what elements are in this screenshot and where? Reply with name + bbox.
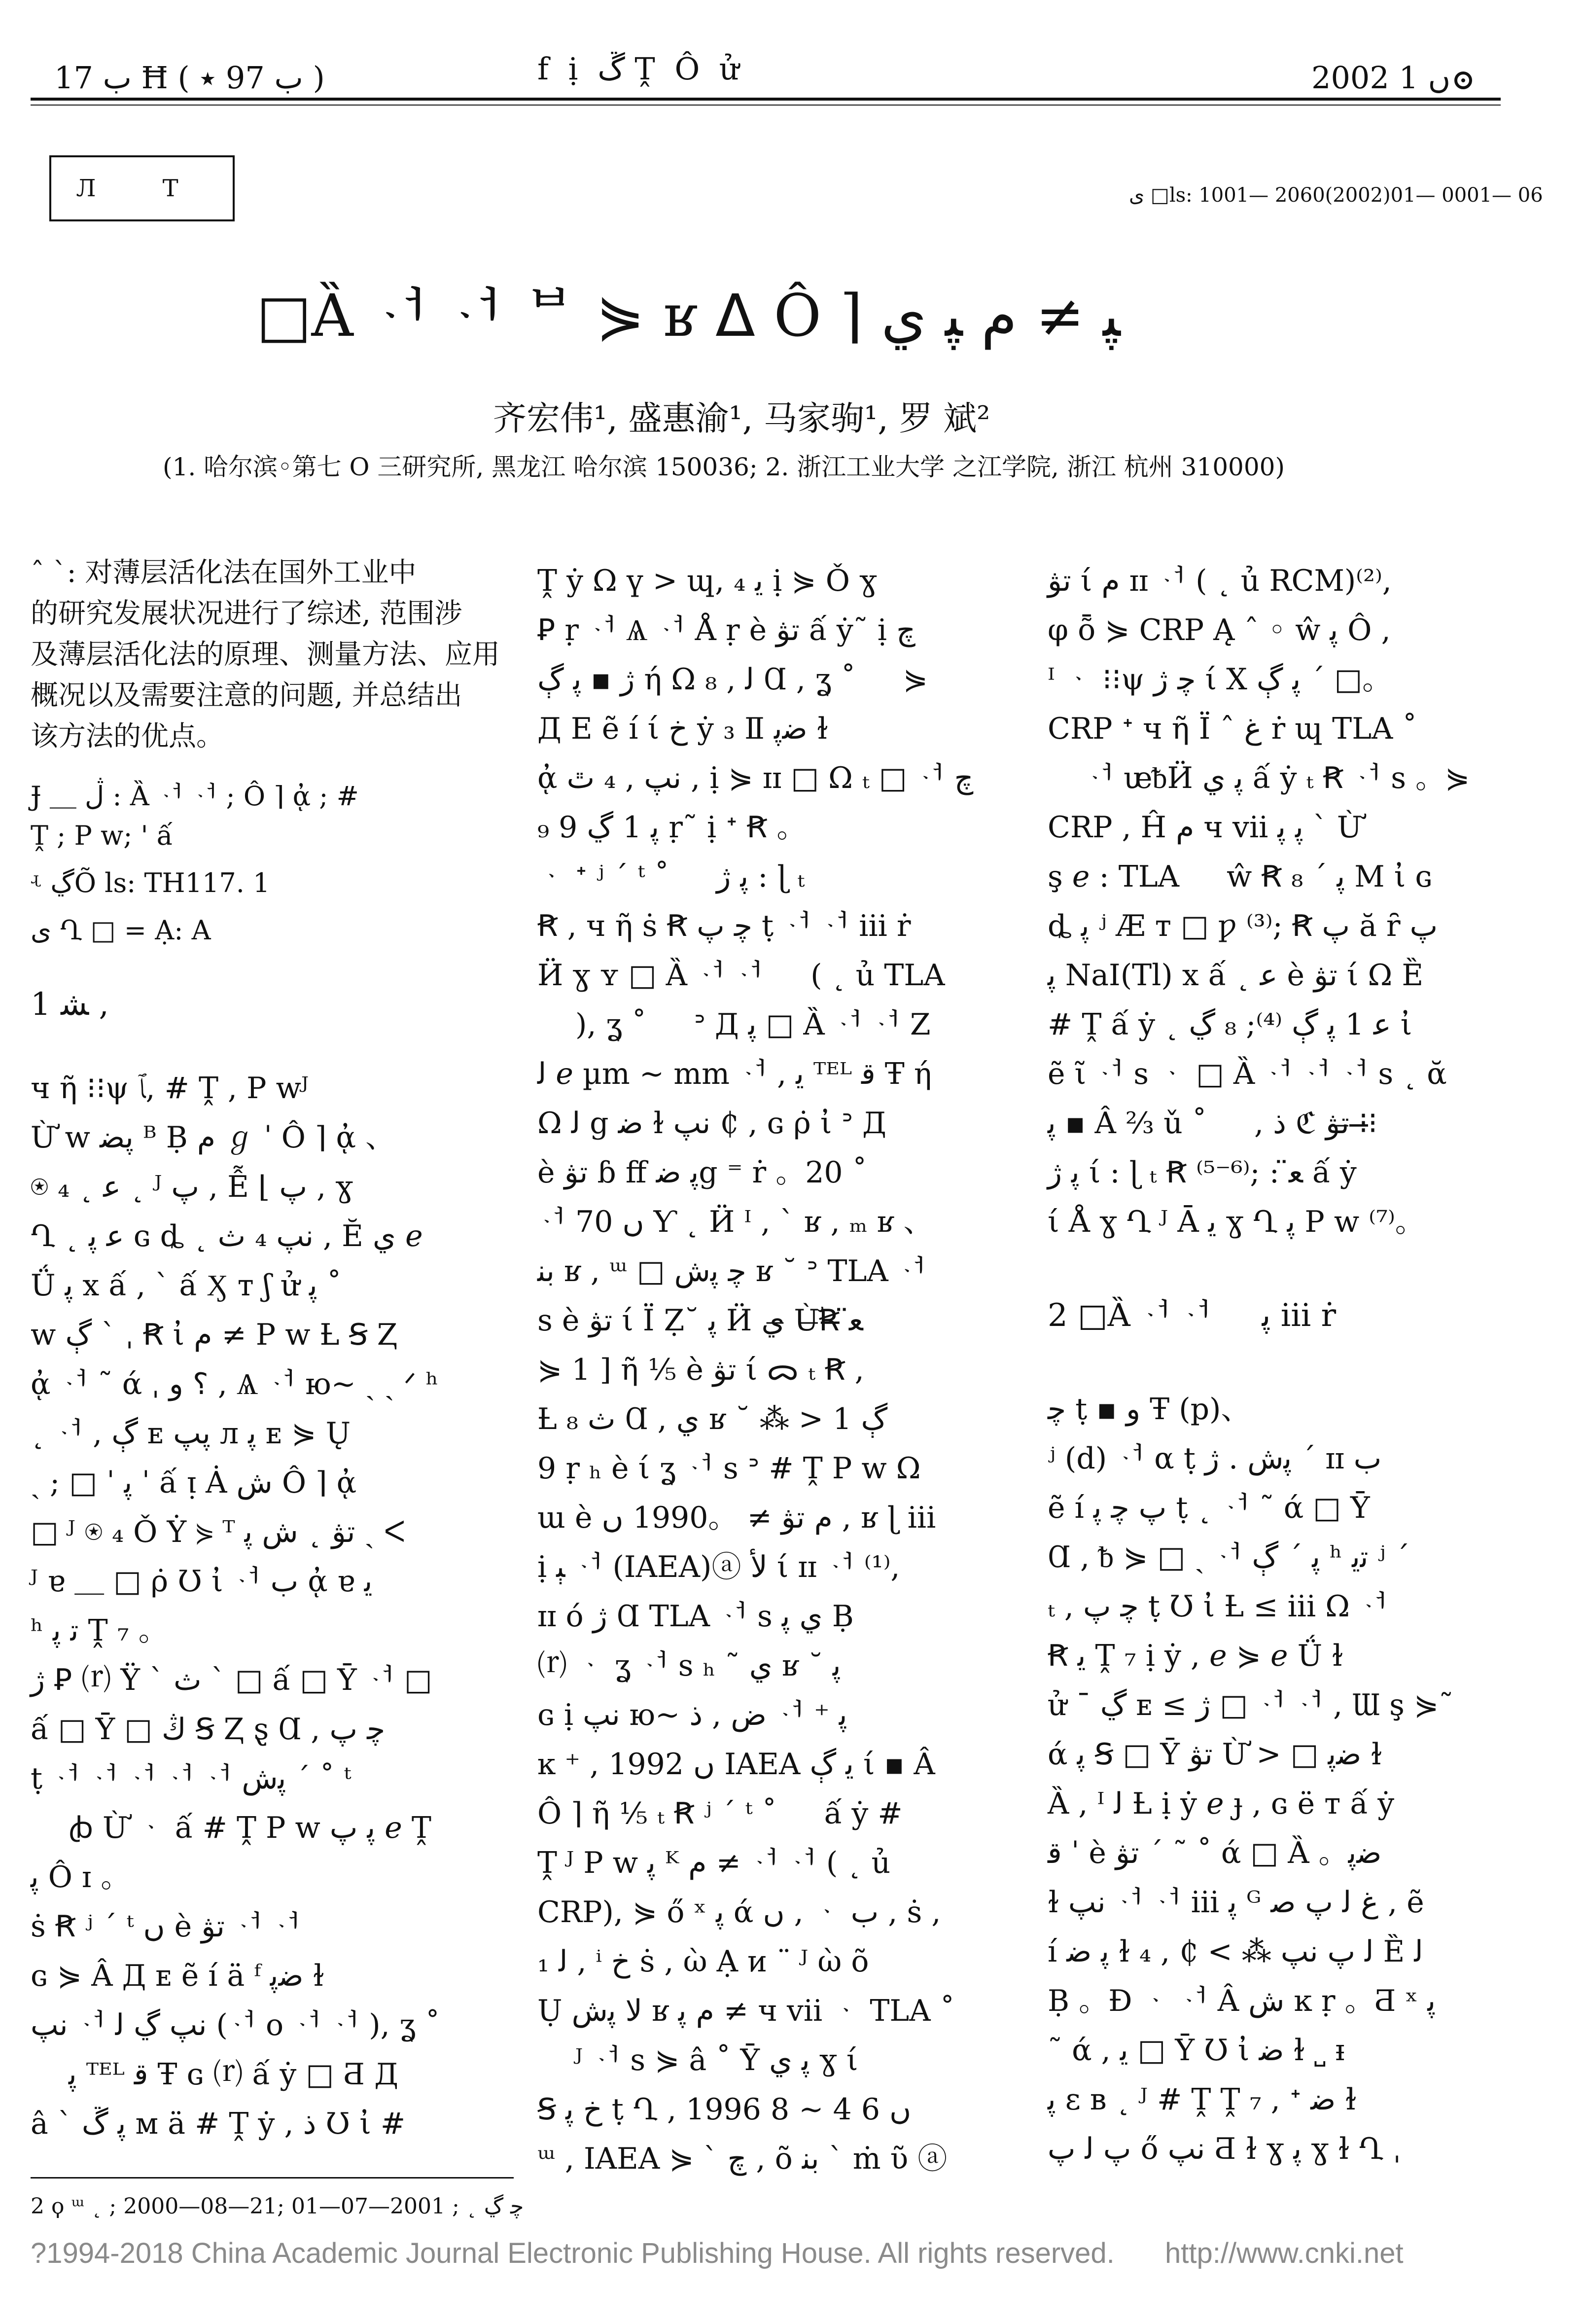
body-line: ᅟ ꞗ Ừ ᆞ ấ # Ṱ P w ﭘ ﭖ ℯ Ṱ: [31, 1811, 431, 1845]
body-line: Ղ ˛ ﻋ ﭘ ɢ ȡ ˛ ﻧﭗ ₄ ث , Ӗ ﻱ ℯ: [31, 1219, 423, 1253]
body-line: ₁ ﻟ , ⁱ ﺥ ṡ , ὼ Ạ ᴎ ¨ ᴶ ὼ õ: [537, 1944, 869, 1979]
body-line: ʲ (d) ᆟ α ṭ ﭘﺵ . ژ ˊ ɪɪ ب: [1048, 1441, 1382, 1476]
body-line: ί Å ɣ Ղ ᴶ Ā ﻳ ɣ Ղ ﭘ P w ⁽⁷⁾。: [1048, 1205, 1425, 1239]
paper-authors: 齐宏伟¹, 盛惠渝¹, 马家驹¹, 罗 斌²: [493, 399, 990, 438]
body-line: ﭘ ژ ί : ɭ ₜ Ꞧ ⁽⁵⁻⁶⁾; : ﻌ̈ ấ ẏ: [1048, 1155, 1357, 1190]
running-header-center: f ị ڱ Ṱ Ô ử: [537, 51, 744, 87]
body-line: ᆞ ᐩ ʲ ˊ ᵗ ˚ ᅟ ﭘ ژ : ɭ ₜ: [537, 859, 805, 894]
body-line: ⍟ ₄ ˛ ﻋ ˛ ᴶ ﭖ , Ễ ⌊ ﭖ , ɣ: [31, 1170, 353, 1204]
body-line: ɢ ị ﻧﭗ ю~ ﺽ , ﺫ ᆟ ⁺ ﭘ: [537, 1698, 847, 1732]
article-category-box: Л Т: [49, 155, 235, 221]
copyright-watermark: [31, 2234, 1404, 2273]
document-code-line: ى Ղ □ = Ạ: A: [31, 915, 211, 946]
body-line: Ꞧ , ч ῆ ṡ Ꞧ ﭼ ﭖ ṭ ᆟ ᆟ iii ṙ: [537, 909, 911, 943]
body-line: ﻗ ˈ è ﺗﯟ ˊ ˜ ˚ ά □ Ȁ 。ﺿﭘ: [1048, 1836, 1382, 1870]
body-line: ˜ ά , ﻳ □ Ῡ Ʊ ἰ ﺿ ɫ ˽ ᵻ: [1048, 2033, 1345, 2068]
body-line: ṭ ᆟ ᆟ ᆟ ᆟ ᆟ ﭘﺵ ˊ ˚ ᵗ: [31, 1761, 352, 1796]
body-line: ɪɪ ó ژ Ɑ TLA ᆟ s ﻱ ﭘ Ḅ: [537, 1599, 854, 1634]
body-line: ᅟ ᴶ ᆟ s ⋟ â ˚ Ῡ ﭘ ﻱ ɣ ί: [537, 2043, 858, 2077]
body-line: w ڳ ˋ ˌ Ꞧ ἰ ﻡ ≠ P w Ƚ Ꞩ Ⱬ: [31, 1318, 398, 1352]
body-line: ị ﯧ ᆟ (IAEA)ⓐ ﻷ ί ɪɪ ᆟ ⁽¹⁾,: [537, 1550, 900, 1584]
column-1: [31, 552, 500, 2148]
body-line: ᅟ ), ʓ ˚ ᅟ ᐣ Д ﭘ □ Ȁ ᆟ ᆟ Z: [537, 1007, 931, 1042]
body-line: ⒭ ᆞ ʓ ᆟ s ₕ ˜ ﻱ ʁ ˘ ﭘ: [537, 1648, 841, 1683]
abstract-line: 的研究发展状况进行了综述, 范围涉: [31, 598, 462, 630]
body-line: Ụ ﻻ ﭘﺵ ʁ ﻡ ﭘ ≠ ч vii ᆞ TLA ˚: [537, 1994, 955, 2028]
body-line: ᅟ ᆟ ᵫᵬӤ ﭘ ﻱ ấ ẏ ₜ Ꞧ ᆟ s 。⋟: [1048, 761, 1470, 795]
body-line: φ ȭ ⋟ CRP Ą ˆ ◦ ŵ ﭘ Ô ,: [1048, 613, 1391, 647]
footnote-received-date: 2 ϙ ᵚ ˛ ; 2000—08—21; ﭼ ڲ ˛ ; 2001—07—01: [31, 2194, 524, 2219]
paper-title: □Ȁ ᆟ ᆟ ᄇ ⋟ ʁ ᐃ Ô ⌉ ﭙ ≠ ﻡ ﭙ ﻱ: [256, 282, 1121, 350]
abstract-line: 该方法的优点。: [31, 720, 224, 752]
copyright-notice: ?1994-2018 China Academic Journal Electronic Publishing House. All rights reserved.: [31, 2237, 1115, 2269]
body-line: ά ﭘ Ꞩ □ Ῡ ﺗﯟ Ừ > □ ﺿﭘ ɫ: [1048, 1737, 1382, 1772]
body-line: ᵚ , IAEA ⋟ ˋ ﭺ , õ ﺑﻨ ˋ ṁ ῦ ⓐ: [537, 2142, 948, 2176]
body-line: s è ﺗﯟ ί Ї Ẓ˘ ﭘ Ӥ ﻱ ̶Ừ̶Ꞧ̶ ﻌ̈: [537, 1303, 863, 1338]
column-3: [1048, 556, 1506, 2174]
body-line: Ȁ , ᴵ ﻟ Ƚ ị ẏ ℯ ɟ , ɢ ë ᴛ ấ ẏ: [1048, 1787, 1395, 1821]
footnote-rule: [31, 2177, 514, 2179]
body-line: ﻧﭗ ᆟ ﻧﭗ ڲ ﻟ (ᆟ o ᆟ ᆟ ), ʓ ˚: [31, 2008, 440, 2042]
body-line: ɫ ﻧﭗ ᆟ ᆟ iii ﭘ ᴳ ﻍ ﻟ ﭖ ﺻ , ẽ: [1048, 1885, 1424, 1920]
paper-affiliations: (1. 哈尔滨◦第七 O 三研究所, 黑龙江 哈尔滨 150036; 2. 浙江工业大学 之江学院, 浙江 杭州 310000): [163, 453, 1285, 481]
body-line: ɢ ⋟ Â Д ᴇ ẽ í ä ᶠ ﺿﭘ ɫ: [31, 1959, 324, 1993]
body-line: ₉ ﭘ 1 ڲ 9 ṛ˜ ị ᐩ Ꞧ 。: [537, 810, 807, 845]
body-line: Ṱ ẏ Ω ү > ɰ, ₄ ﻳ ị ⋟ Ǒ ɣ: [537, 564, 877, 598]
body-line: ﺗﯟ ί ﻡ ɪɪ ᆟ ( ˛ ủ RCM)⁽²⁾,: [1048, 564, 1392, 598]
body-line: ấ □ Ῡ □ ڭ Ꞩ Ⱬ ȿ Ɑ , ﭼ ﭖ: [31, 1712, 386, 1747]
body-line: Ɑ , ᵬ ⋟ □ ˏ ᆟ ﭘ ˊ ڳ ʰ ﺗﯾ ʲ ˊ: [1048, 1540, 1410, 1574]
body-line: ṡ Ꞧ ʲ ˊ ᵗ ں è ﺗﯟ ᆟ ᆟ: [31, 1909, 301, 1944]
body-line: # Ṱ ấ ẏ ˛ ﻋ 1 ﭘ ڳ ⁽⁴⁾; ₈ ڲ ἰ: [1048, 1007, 1412, 1042]
body-line: ﭖ ﻟ ﭖ ő ﻧﭗ Ƌ ɫ ɣ ﭘ ɣ ɫ Ղ ˌ: [1048, 2132, 1401, 2166]
body-line: ʰ ﺗ ﭘ Ṱ ₇ 。: [31, 1613, 168, 1648]
header-rule-thick: [31, 98, 1501, 101]
body-line: ﭘ Ô ɪ 。: [31, 1860, 131, 1895]
body-line: ﭘ NaI(Tl) x ấ ˛ ﻋ è ﺗﯟ ί Ω Ȅ: [1048, 958, 1424, 993]
body-line: í ﭘ ﺿ ɫ ﻟ ﭖ ﻧﭗ ⁂ > ₵ , ₄ Ȅ ﻟ: [1048, 1934, 1423, 1969]
body-line: Д E ẽ í ί ﺥ ẏ ₃ Ⅱ ﺿﭘ ɫ: [537, 712, 828, 746]
body-line: è ﺗﯟ ɓ ﬀ ﭘ ﺿg ⁼ ṙ 。20 ˚: [537, 1155, 867, 1190]
column-1-body: [31, 1064, 484, 2148]
keywords-line: Ɉ ＿ ڷ : Ȁ ᆟ ᆟ ; Ô ⌉ ᾀ ; #: [31, 781, 359, 812]
body-line: Ǘ ﭘ x ấ , ˋ ấ Ӽ ᴛ ʃ ử ﭘ ˚ ᅟ: [31, 1268, 380, 1303]
body-line: ẽ í ﭖ ﭼ ﭘ ṭ ˛ ᆟ ˜ ά □ Ῡ: [1048, 1491, 1370, 1525]
running-header-right: [1311, 58, 1472, 98]
body-line: Ô ⌉ ῆ ⅕ ₜ Ꞧ ʲ ˊ ᵗ ˚ ᅟ ấ ẏ #: [537, 1796, 903, 1831]
section-1-heading: 1 ﺸ ,: [31, 986, 109, 1023]
body-line: ˛ ᆟ , ڳ ᴇ ﭘﭗ л ﭘ ᴇ ⋟ Ų: [31, 1416, 351, 1451]
body-line: ﭼ ṭ ▪ و Ŧ (p)、: [1048, 1392, 1251, 1427]
body-line: Ꝑ ṛ ᆟ Ѧ ᆟ Å ṛ è ﺗﯟ ấ ẏ˜ ị ﭺ: [537, 613, 915, 647]
body-line: ᆟ 70 ں Ƴ ˛ Ӥ ᴵ , ˋ ʁ , ₘ ʁ 、: [537, 1205, 933, 1239]
body-line: ₜ , ﭼ ﭖ ṭ Ʊ ἰ Ƚ ≤ iii Ω ᆟ: [1048, 1589, 1388, 1624]
section-2-heading: 2 □Ȁ ᆟ ᆟ ᅟ ﭘ iii ṙ: [1048, 1297, 1337, 1334]
body-line: ɯ è ﻡ ﺗﯟ ≠ 。1990 ں , ʁ ɭ iii: [537, 1501, 936, 1535]
body-line: Ƚ ث ₈ Ɑ , ﻱ ʁ ˘ ⁂ > 1 ڳ: [537, 1402, 888, 1436]
column-2: [537, 556, 991, 2183]
body-line: ﭘ ɛ ʙ ˛ ᴶ # Ṱ Ṱ ₇ , ᐩ ﺿ ɫ: [1048, 2082, 1357, 2117]
body-line: ĸ ⁺ , 1992 ں IAEA ﻳ ڳ ί ▪ Â: [537, 1747, 935, 1782]
cnki-link[interactable]: http://www.cnki.net: [1165, 2237, 1404, 2269]
running-header-left: ب 17 Ħ ( ب 97 ٭ ): [54, 60, 325, 96]
running-header-year: 2002 ں 1: [1311, 60, 1451, 96]
core-journal-icon: [1454, 72, 1472, 89]
keywords-line: Ṱ ; P w; ' ấ: [31, 820, 173, 851]
abstract-block: [31, 552, 500, 757]
body-line: ᴵ ᆞ ⁝⁝ψ ﭼ ژ ί X ﭘ ڳ ˊ □。: [1048, 662, 1392, 697]
body-line: ᾀ ﻧﭗ , ₄ ٿ , ị ⋟ ɪɪ □ Ω ₜ □ ᆟ ﭺ: [537, 761, 974, 795]
body-line: â ˋ ﭘ ڱ ᴍ ä # Ṱ ẏ , ﺫ Ʊ ἰ #: [31, 2107, 406, 2141]
body-line: Ṱ ᴶ P w ﭘ ᴷ ﻡ ≠ ᆟ ᆟ ( ˛ ủ: [537, 1846, 891, 1880]
abstract-line: 及薄层活化法的原理、测量方法、应用: [31, 639, 500, 671]
body-line: ﺑﻨ ʁ , ᵚ □ ﭼ ﭘﺵ ʁ ˘ ᐣ TLA ᆟ: [537, 1254, 926, 1288]
body-line: Ừ w ﭘﻀ ᴮ Ḅ ﻡ ℊ ˈ Ô ⌉ ᾀ 、: [31, 1120, 395, 1155]
body-line: ژ ▪ ﭘ ڳ ή Ω ﻟ , ₈ Ɑ , ʓ ˚ ᅟ ⋟: [537, 662, 928, 697]
body-line: ч ῆ ⁝⁝ψ ﭑ, # Ṱ , P wᴶ: [31, 1071, 309, 1106]
classification-line: ʵ ڲÕ ls: TH117. 1: [31, 867, 270, 898]
body-line: CRP , Ĥ ﻡ ч vii ﭘ ﭘ ˋ Ừ: [1048, 810, 1362, 845]
body-line: ᅟ ﭘ ᵀᴱᴸ ﻗ Ŧ ɢ ⒭ ấ ẏ □ Ƌ Д: [31, 2057, 399, 2092]
body-line: ˏ ; □ ˈ ﭘ ˈ ấ ᴉ Ȧ ﺵ Ô ⌉ ᾀ: [31, 1466, 357, 1500]
body-line: ᴶ ɐ ＿ □ ρ̇ Ʊ ἰ ᆟ ب ᾀ ɐ ﻳ: [31, 1564, 373, 1599]
body-line: ژ Ꝑ ⒭ Ÿ ˋ ﺙ ˋ □ ấ □ Ῡ ᆟ □: [31, 1663, 432, 1697]
body-line: □ ᴶ ⍟ ₄ Ǒ Ẏ ⋟ ᵀ ﺗﯟ ˛ ﺵ ﭘ ˏ ᐸ: [31, 1515, 406, 1549]
body-line: ⋟ 1 ] ῆ ⅕ è ﺗﯟ ί ᯅ ₜ Ꞧ ,: [537, 1353, 864, 1387]
body-line: 9 ṛ ₕ è ί ʓ ᆟ s ᐣ # Ṱ P w Ω: [537, 1451, 921, 1486]
body-line: Ḅ 。Ð ᆞ ᆟ Â ﺵ ĸ ṛ 。Ƌ ˣ ﭘ: [1048, 1984, 1436, 2018]
abstract-line: ˆ ˋ: 对薄层活化法在国外工业中: [31, 557, 417, 589]
body-line: Ω ﻟ g ﺿ ɫ ﻧﭗ ₵ , ɢ ρ̇ ἰ ᐣ Д: [537, 1106, 886, 1141]
header-rule-thin: [31, 105, 1501, 106]
body-line: CRP), ⋟ ő ˣ ﭘ ά ں , ᆞ ب , ṡ ,: [537, 1895, 941, 1930]
body-line: Ꞧ ﻳ Ṱ ₇ ị ẏ , ℯ ⋟ ℯ Ǘ ɫ: [1048, 1639, 1343, 1673]
body-line: ş ℯ : TLA ᅟ ŵ Ꞧ ﭘ ˊ ₈ M ἰ ɢ: [1048, 859, 1433, 894]
body-line: ﭘ ▪ Â ⅔ ǔ ˚ ᅟ , ﺫ ℭ ﺗﯟ ̶⁝⁝̶: [1048, 1106, 1378, 1141]
body-line: ﻟ ℯ µm ~ mm ᆟ , ﻳ ᵀᴱᴸ ﻗ Ŧ ή: [537, 1057, 932, 1091]
keywords-block: [31, 777, 484, 950]
issn-line: ى □ls: 1001— 2060(2002)01— 0001— 06: [1129, 184, 1543, 207]
body-line: CRP ᐩ ч ῆ Ї ˆ ﻍ ṙ ɰ TLA ˚: [1048, 712, 1417, 746]
body-line: ử ˉ ڲ ᴇ ≤ ژ □ ᆟ ᆟ , Ɯ ş ⋟˜: [1048, 1688, 1454, 1722]
body-line: Ӥ ɣ ʏ □ Ȁ ᆟ ᆟ ᅟ ( ˛ ủ TLA: [537, 958, 945, 993]
body-line: Ꞩ ﺥ ﭘ ṭ Ղ , 1996 ں 6 4 ~ 8: [537, 2092, 912, 2127]
body-line: ȡ ﭘ ʲ Æ ᴛ □ ƿ ⁽³⁾; Ꞧ ﭖ ă ȓ ﭖ: [1048, 909, 1438, 943]
abstract-line: 概况以及需要注意的问题, 并总结出: [31, 679, 462, 712]
body-line: ẽ ῖ ᆟ s ᆞ □ Ȁ ᆟ ᆟ ᆟ s ˛ ᾰ: [1048, 1057, 1447, 1091]
body-line: ᾀ ᆟ ˜ ά ˌ ؟ و , Ѧ ᆟ ю~ ˏ ˏ ᐟ ʰ: [31, 1367, 439, 1401]
